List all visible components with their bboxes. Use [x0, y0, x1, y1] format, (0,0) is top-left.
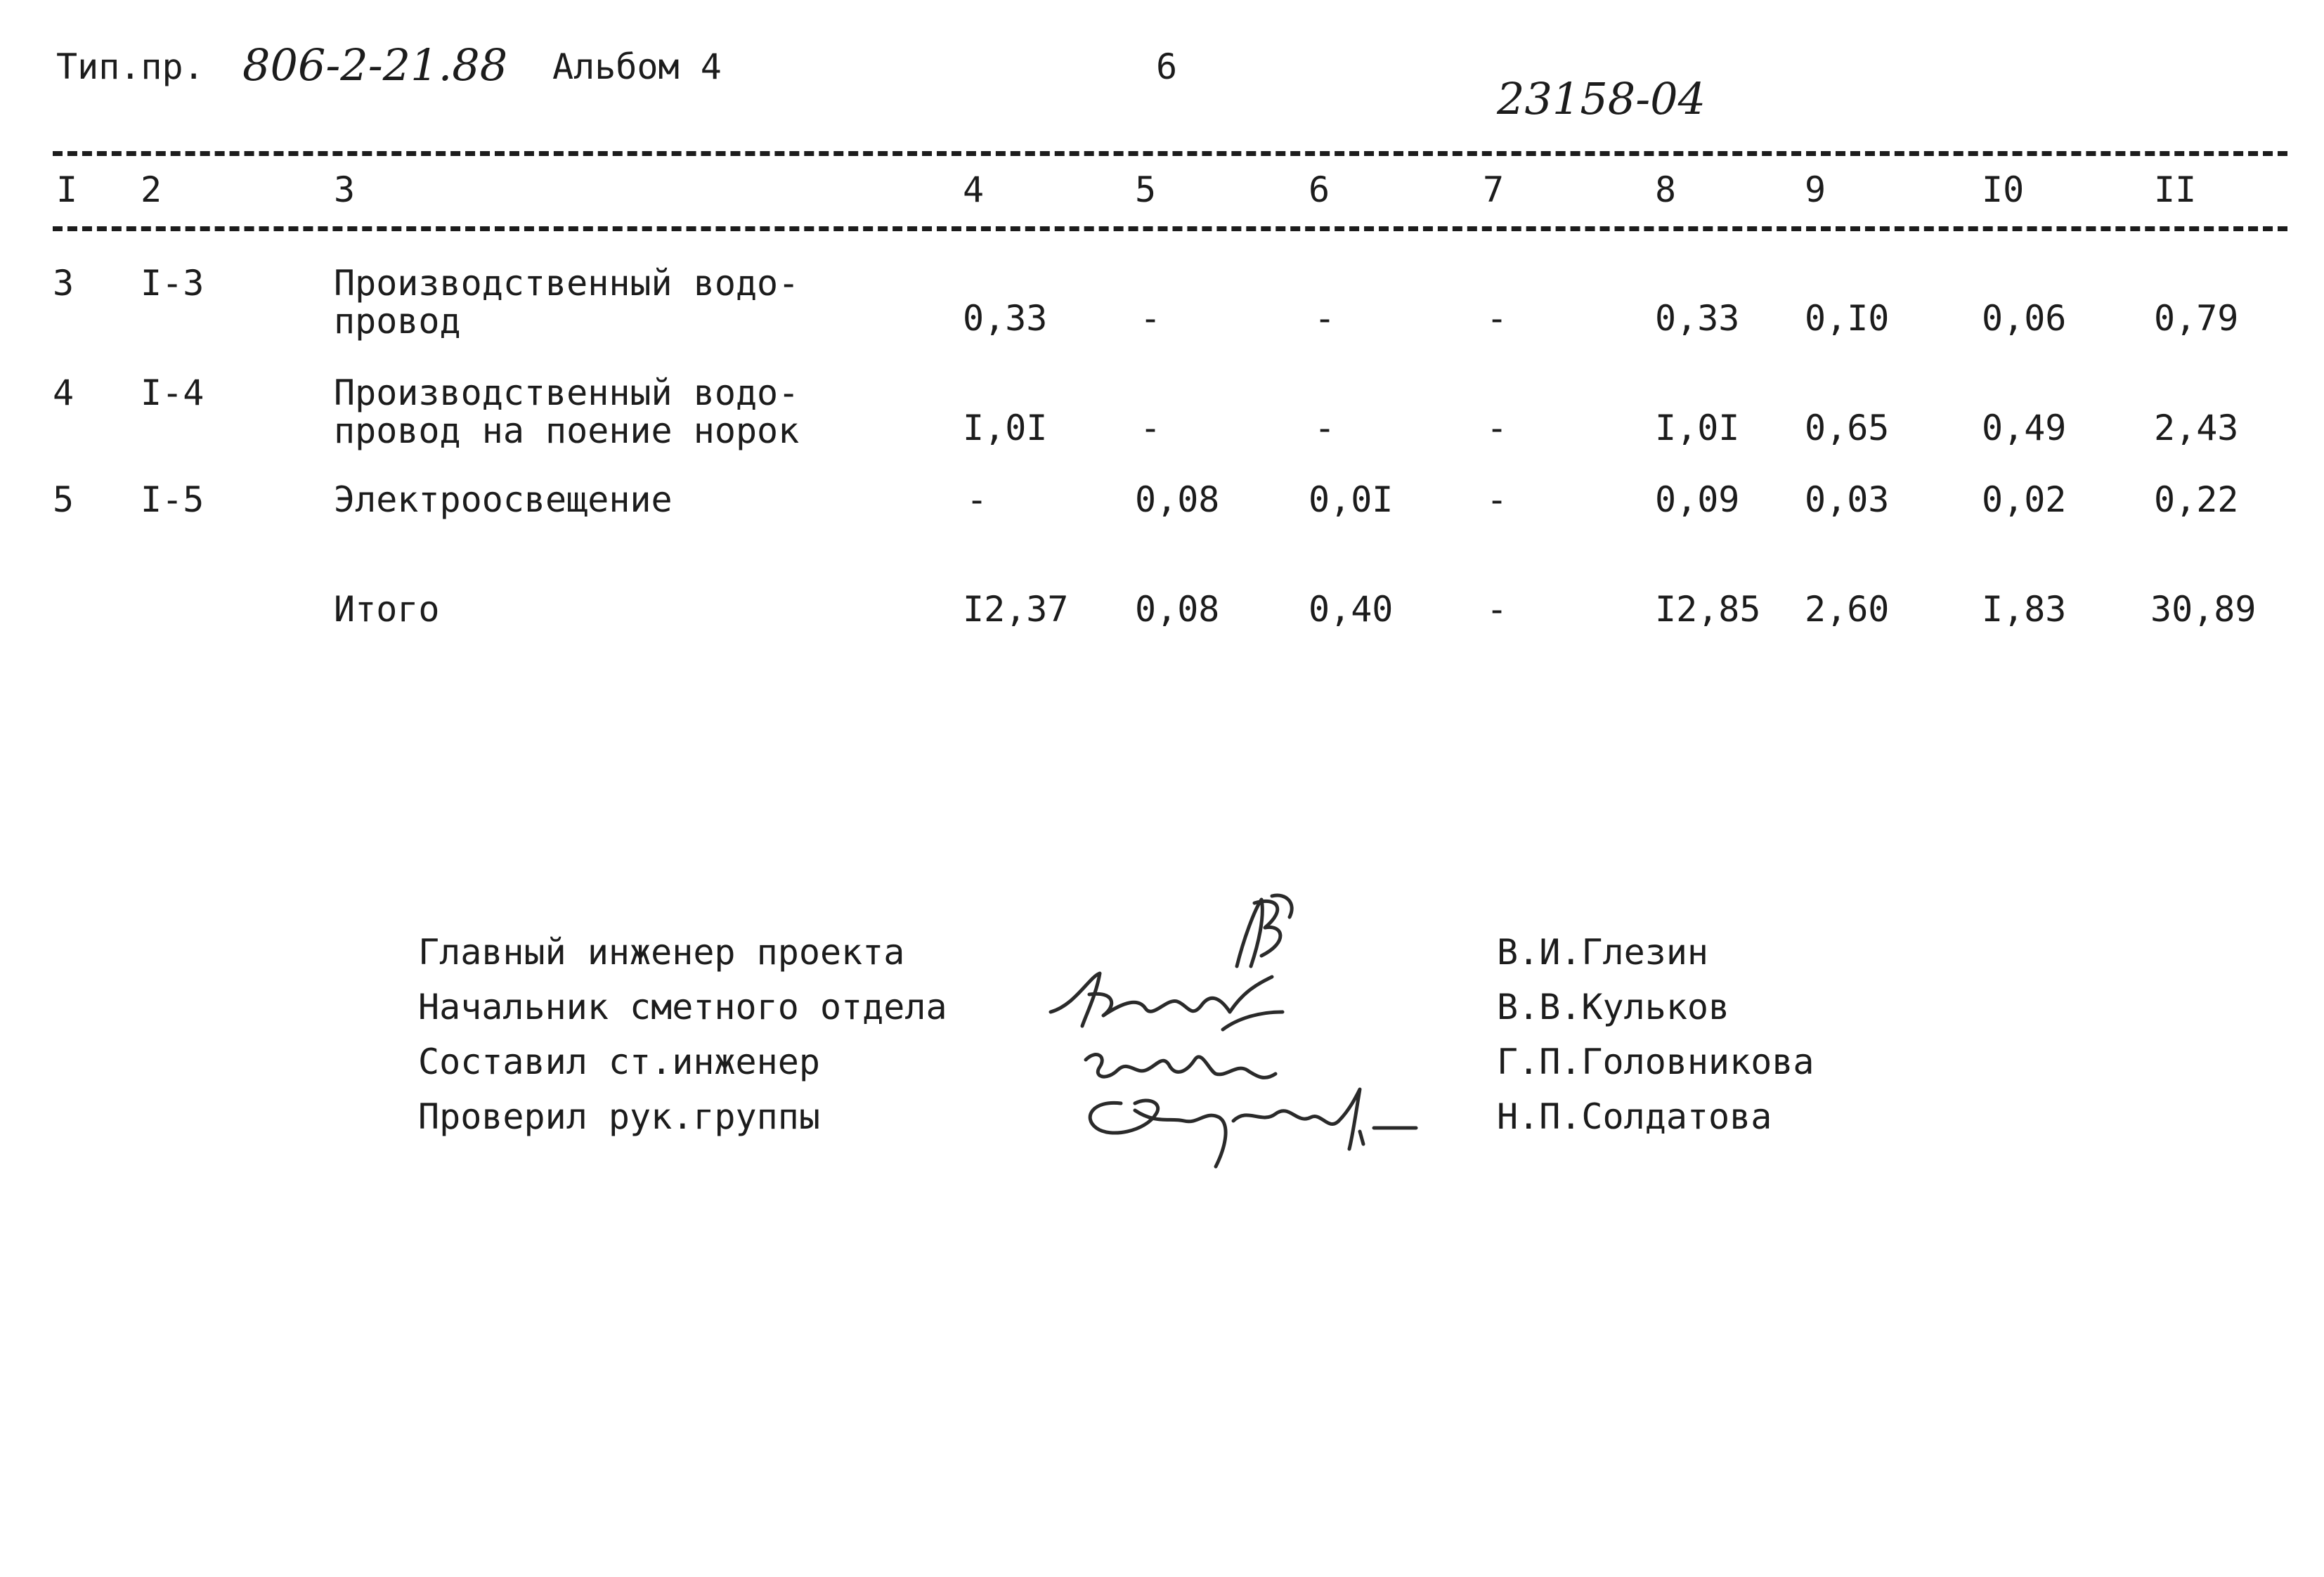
cell-col-5: 0,08: [1135, 479, 1220, 520]
row-description-line: Производственный водо-: [334, 372, 800, 413]
cell-col-7: -: [1486, 408, 1508, 448]
row-description: [334, 264, 799, 340]
cell-col-4: I,0I: [963, 408, 1048, 448]
cell-col-8: 0,33: [1655, 298, 1740, 339]
column-header-5: 5: [1135, 169, 1157, 210]
cell-col-8: I,0I: [1655, 408, 1740, 448]
signatory-name: Г.П.Головникова: [1497, 1041, 1815, 1082]
page-number: 6: [1156, 46, 1178, 87]
cell-col-9: 0,65: [1805, 408, 1890, 448]
cell-col-11: 2,43: [2154, 408, 2239, 448]
row-code: I-3: [141, 263, 205, 304]
table-header-rule: [53, 226, 2287, 231]
cell-col-5: -: [1140, 298, 1162, 339]
cell-col-6: 0,0I: [1309, 479, 1394, 520]
cell-col-4: -: [966, 479, 988, 520]
row-number: 3: [53, 263, 74, 304]
cell-col-11: 0,79: [2154, 298, 2239, 339]
cell-col-10: 0,49: [1982, 408, 2067, 448]
column-header-11: II: [2154, 169, 2197, 210]
signature-role: Начальник сметного отдела: [418, 987, 947, 1027]
signature-role: Составил ст.инженер: [418, 1041, 820, 1082]
document-code: 23158-04: [1497, 73, 1706, 124]
row-number: 5: [53, 479, 74, 520]
table-top-rule: [53, 151, 2287, 156]
signatory-name: Н.П.Солдатова: [1497, 1096, 1772, 1137]
total-col-7: -: [1486, 589, 1508, 630]
signature-role: Главный инженер проекта: [418, 932, 905, 973]
cell-col-11: 0,22: [2154, 479, 2239, 520]
header-series-number: 806-2-21.88: [242, 39, 508, 91]
row-code: I-5: [141, 479, 205, 520]
cell-col-7: -: [1486, 298, 1508, 339]
total-col-4: I2,37: [963, 589, 1069, 630]
row-description: [334, 481, 673, 519]
signatory-name: В.В.Кульков: [1497, 987, 1730, 1027]
cell-col-10: 0,06: [1982, 298, 2067, 339]
cell-col-10: 0,02: [1982, 479, 2067, 520]
total-col-6: 0,40: [1309, 589, 1394, 630]
total-col-5: 0,08: [1135, 589, 1220, 630]
column-header-1: I: [56, 169, 78, 210]
total-col-9: 2,60: [1805, 589, 1890, 630]
header-prefix: Тип.пр.: [56, 46, 205, 87]
cell-col-6: -: [1314, 298, 1336, 339]
handwritten-signature-1: [1047, 963, 1286, 1040]
signature-role: Проверил рук.группы: [418, 1096, 820, 1137]
cell-col-5: -: [1140, 408, 1162, 448]
handwritten-signature-3: [1079, 1082, 1423, 1174]
column-header-9: 9: [1805, 169, 1826, 210]
total-col-11: 30,89: [2150, 589, 2257, 630]
header-album: Альбом 4: [552, 46, 722, 87]
total-col-10: I,83: [1982, 589, 2067, 630]
cell-col-9: 0,03: [1805, 479, 1890, 520]
cell-col-7: -: [1486, 479, 1508, 520]
column-header-10: I0: [1982, 169, 2025, 210]
total-col-8: I2,85: [1655, 589, 1761, 630]
row-description: [334, 374, 799, 450]
row-description-line: Электроосвещение: [334, 479, 673, 520]
column-header-7: 7: [1483, 169, 1505, 210]
column-header-4: 4: [963, 169, 985, 210]
row-code: I-4: [141, 372, 205, 413]
column-header-3: 3: [334, 169, 356, 210]
column-header-8: 8: [1655, 169, 1677, 210]
column-header-2: 2: [141, 169, 162, 210]
column-header-6: 6: [1309, 169, 1330, 210]
cell-col-4: 0,33: [963, 298, 1048, 339]
row-description-line: провод: [334, 301, 461, 342]
total-label: Итого: [334, 589, 440, 630]
row-description-line: Производственный водо-: [334, 263, 800, 304]
row-description-line: провод на поение норок: [334, 410, 800, 451]
cell-col-8: 0,09: [1655, 479, 1740, 520]
row-number: 4: [53, 372, 74, 413]
cell-col-6: -: [1314, 408, 1336, 448]
signatory-name: В.И.Глезин: [1497, 932, 1709, 973]
cell-col-9: 0,I0: [1805, 298, 1890, 339]
